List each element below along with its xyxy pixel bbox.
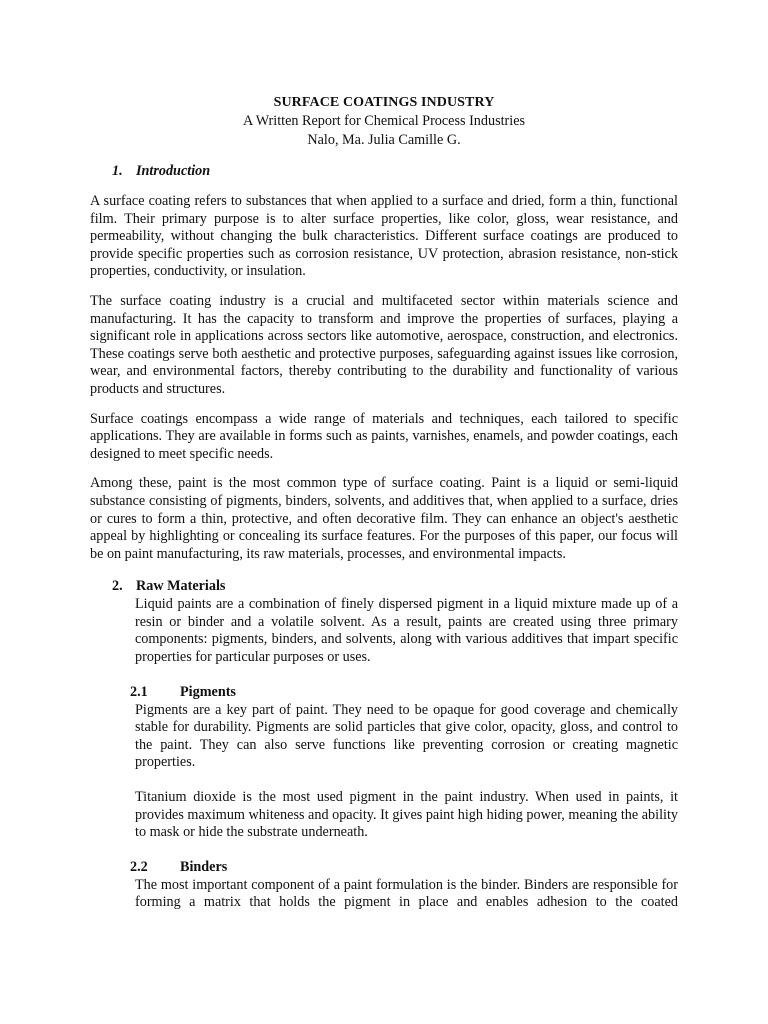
intro-paragraph-3: Surface coatings encompass a wide range of materials and techniques, each tailored to specific applications. They are available in forms such as paints, varnishes, enamels, and powder coatings, each designed to meet specific needs. — [90, 410, 678, 462]
raw-materials-paragraph: Liquid paints are a combination of finely dispersed pigment in a liquid mixture made up of a resin or binder and a volatile solvent. As a result, paints are created using three primary components: pigments, binders, and solvents, along with various additives that impart specific properties for particular purposes or uses. — [135, 596, 678, 666]
document-author: Nalo, Ma. Julia Camille G. — [307, 132, 461, 148]
section-heading-introduction — [112, 162, 678, 181]
subsection-heading-binders — [130, 858, 678, 877]
subsection-number: 2.2 — [130, 858, 148, 875]
pigments-paragraph-2: Titanium dioxide is the most used pigment in the paint industry. When used in paints, it provides maximum whiteness and opacity. It gives paint high hiding power, meaning the ability to mask or hide the substrate underneath. — [135, 789, 678, 841]
section-number: 2. — [112, 578, 123, 595]
binders-paragraph: The most important component of a paint formulation is the binder. Binders are responsible for forming a matrix that holds the pigment in place and enables adhesion to the coated — [135, 876, 678, 911]
section-title: Introduction — [136, 163, 211, 179]
subsection-title: Binders — [180, 858, 228, 875]
document-page — [90, 93, 678, 912]
intro-paragraph-1: A surface coating refers to substances that when applied to a surface and dried, form a thin, functional film. Their primary purpose is to alter surface properties, like color, gloss, wear resistance, and permeability, without changing the bulk characteristics. Different surface coatings are produced to provide specific properties such as corrosion resistance, UV protection, abrasion resistance, non-stick properties, conductivity, or insulation. — [90, 193, 678, 280]
section-heading-raw-materials — [112, 577, 678, 596]
intro-paragraph-4: Among these, paint is the most common type of surface coating. Paint is a liquid or semi-liquid substance consisting of pigments, binders, solvents, and additives that, when applied to a surface, dries or cures to form a thin, protective, and often decorative film. They can enhance an object's aesthetic appeal by highlighting or concealing its surface features. For the purposes of this paper, our focus will be on paint manufacturing, its raw materials, processes, and environmental impacts. — [90, 475, 678, 562]
subsection-heading-pigments — [130, 683, 678, 702]
document-subtitle: A Written Report for Chemical Process Industries — [242, 113, 526, 129]
section-title: Raw Materials — [136, 578, 226, 595]
section-number: 1. — [112, 163, 123, 179]
pigments-paragraph-1: Pigments are a key part of paint. They need to be opaque for good coverage and chemically stable for durability. Pigments are solid particles that give color, opacity, gloss, and control to the paint. They can also serve functions like preventing corrosion or creating magnetic properties. — [135, 701, 678, 771]
intro-paragraph-2: The surface coating industry is a crucial and multifaceted sector within materials science and manufacturing. It has the capacity to transform and improve the properties of surfaces, playing a significant role in applications across sectors like automotive, aerospace, construction, and electronics. These coatings serve both aesthetic and protective purposes, safeguarding against issues like corrosion, wear, and environmental factors, thereby contributing to the durability and functionality of various products and structures. — [90, 292, 678, 397]
document-header — [90, 93, 678, 150]
subsection-title: Pigments — [180, 683, 236, 700]
subsection-number: 2.1 — [130, 683, 148, 700]
document-title: SURFACE COATINGS INDUSTRY — [273, 95, 495, 110]
